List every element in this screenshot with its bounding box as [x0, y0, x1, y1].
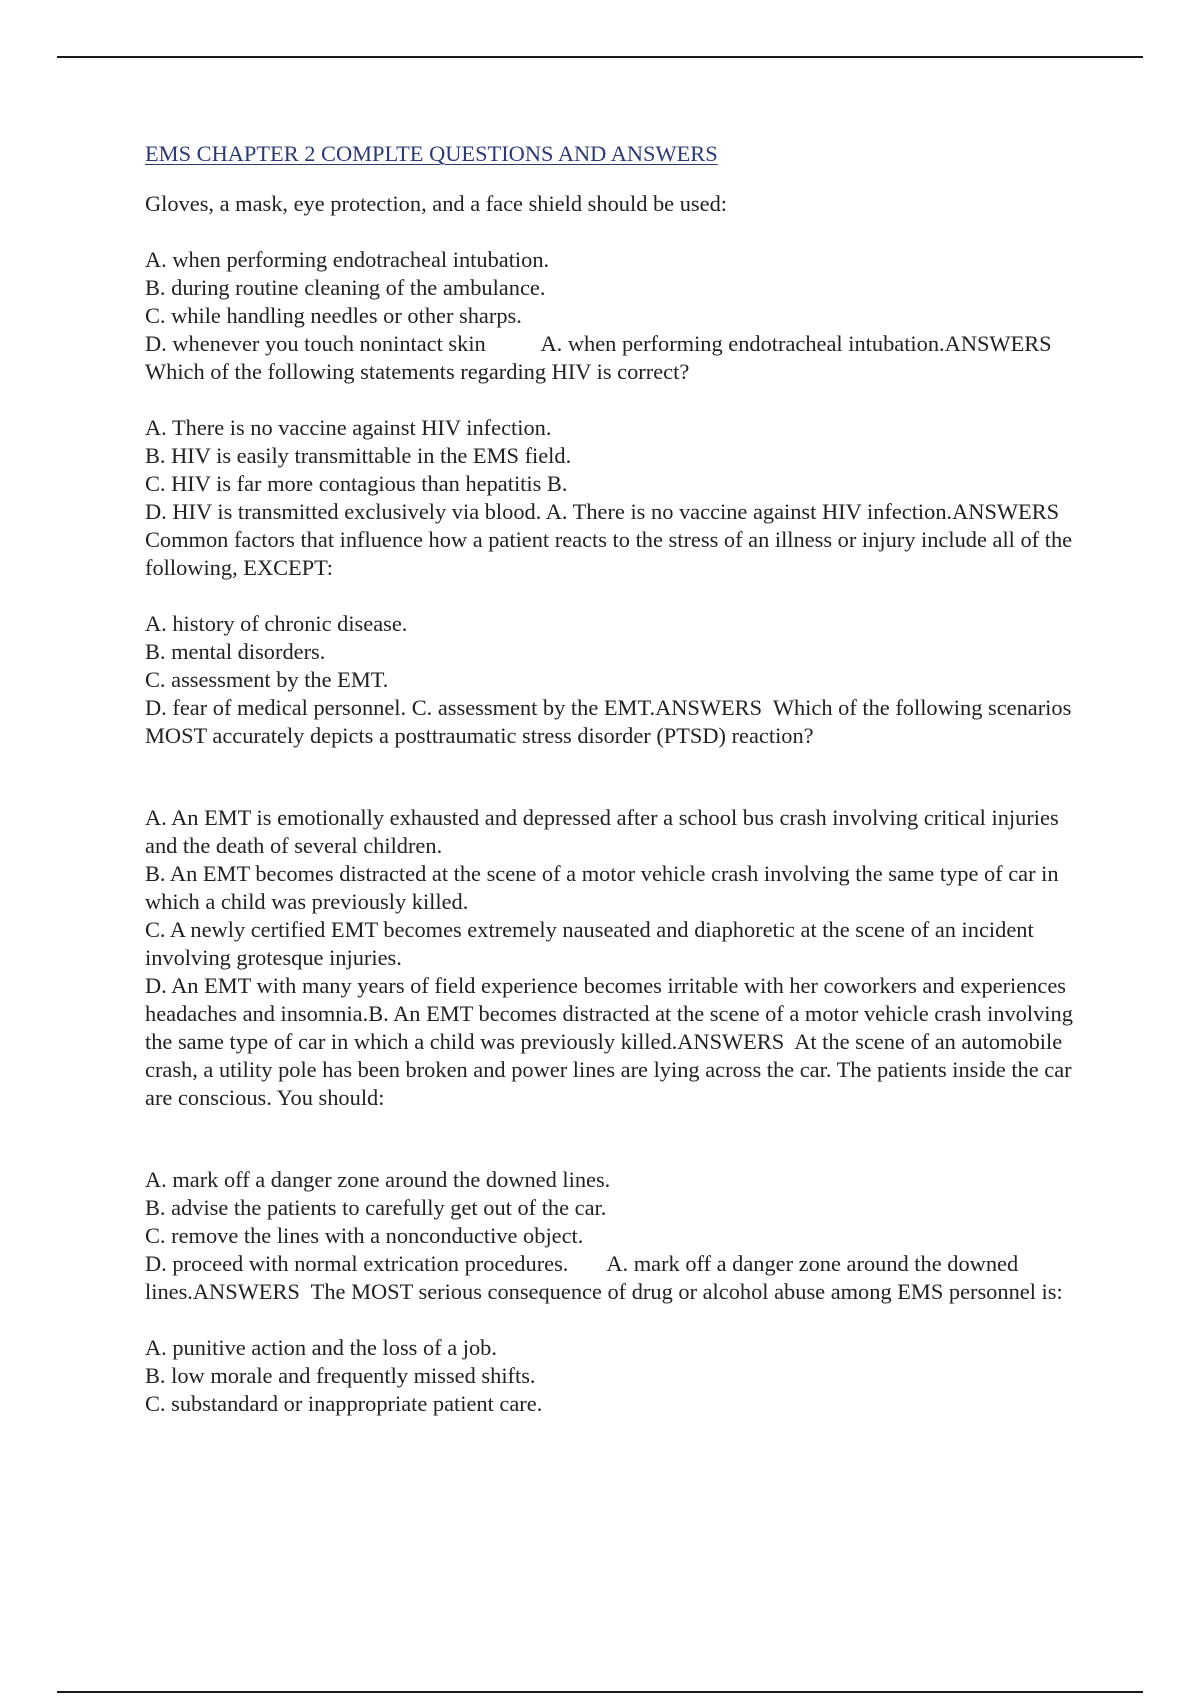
question-4-options-and-answer: A. An EMT is emotionally exhausted and depressed after a school bus crash involving critical injuries and the death of several children. B. An EMT becomes distracted at the scene of a motor vehicle crash involving the same type of car in which a child was previously killed. C. A newly certified EMT becomes extremely nauseated and diaphoretic at the scene of an incident involving grotesque injuries. D. An EMT with many years of field experience becomes irritable with her coworkers and experiences headaches and insomnia.B. An EMT becomes distracted at the scene of a motor vehicle crash involving the same type of car in which a child was previously killed.ANSWERS At the scene of an automobile crash, a utility pole has been broken and power lines are lying across the car. The patients inside the car are conscious. You should:	[145, 805, 1073, 1110]
document-body	[145, 140, 1085, 1418]
question-2-options-and-answer: A. There is no vaccine against HIV infection. B. HIV is easily transmittable in the EMS field. C. HIV is far more contagious than hepatitis B. D. HIV is transmitted exclusively via blood. A. There is no vaccine against HIV infection.ANSWERS Common factors that influence how a patient reacts to the stress of an illness or injury include all of the following, EXCEPT:	[145, 415, 1073, 580]
spacer	[145, 386, 1085, 414]
question-1-stem: Gloves, a mask, eye protection, and a face shield should be used:	[145, 191, 727, 216]
question-6-options: A. punitive action and the loss of a job. B. low morale and frequently missed shifts. C. substandard or inappropriate patient care.	[145, 1335, 543, 1416]
spacer	[145, 582, 1085, 610]
question-5-options-and-answer: A. mark off a danger zone around the downed lines. B. advise the patients to carefully get out of the car. C. remove the lines with a nonconductive object. D. proceed with normal extrication procedures. A. mark off a danger zone around the downed lines.ANSWERS The MOST serious consequence of drug or alcohol abuse among EMS personnel is:	[145, 1167, 1063, 1304]
spacer	[145, 750, 1085, 804]
bottom-rule	[57, 1691, 1143, 1693]
top-rule	[57, 56, 1143, 58]
spacer	[145, 1306, 1085, 1334]
question-3-options-and-answer: A. history of chronic disease. B. mental disorders. C. assessment by the EMT. D. fear of medical personnel. C. assessment by the EMT.ANSWERS Which of the following scenarios MOST accurately depicts a posttraumatic stress disorder (PTSD) reaction?	[145, 611, 1072, 748]
spacer	[145, 218, 1085, 246]
document-title: EMS CHAPTER 2 COMPLTE QUESTIONS AND ANSWERS	[145, 141, 718, 166]
question-1-options-and-answer: A. when performing endotracheal intubation. B. during routine cleaning of the ambulance. C. while handling needles or other sharps. D. whenever you touch nonintact skin A. when performing endotracheal intubation.ANSWERS Which of the following statements regarding HIV is correct?	[145, 247, 1052, 384]
spacer	[145, 1112, 1085, 1166]
